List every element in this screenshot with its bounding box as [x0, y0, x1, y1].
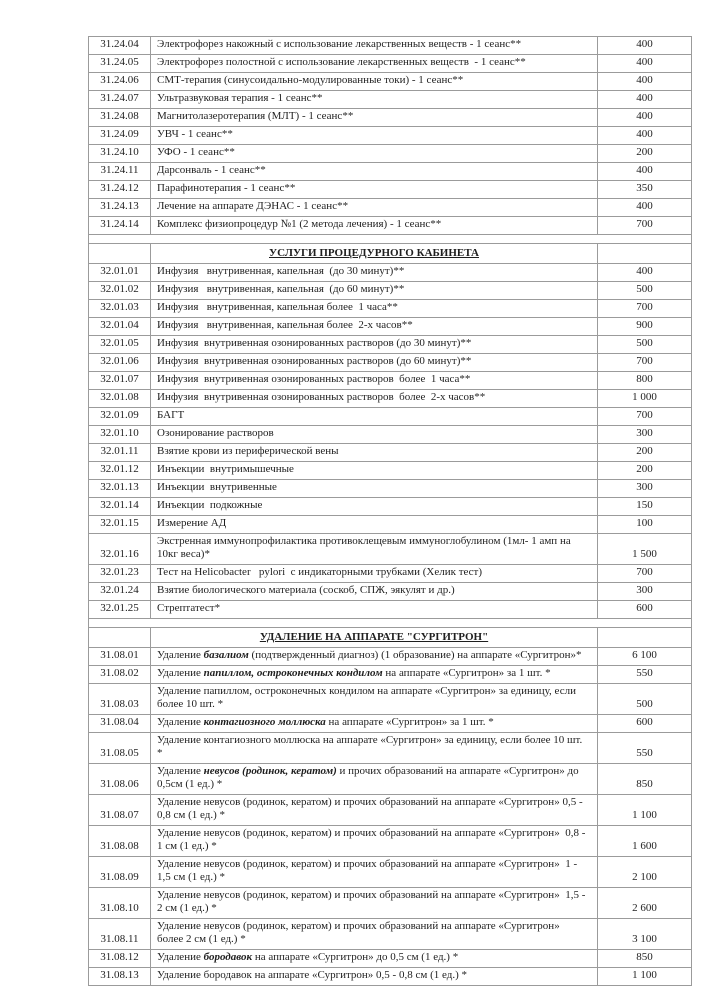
table-row	[89, 968, 692, 986]
description-text: Дарсонваль - 1 сеанс**	[157, 164, 266, 176]
service-description	[151, 968, 598, 986]
table-row	[89, 648, 692, 666]
description-text: Инфузия внутривенная озонированных растворов (до 60 минут)**	[157, 355, 472, 367]
service-description	[151, 109, 598, 127]
service-description	[151, 336, 598, 354]
service-price: 300	[598, 583, 692, 601]
table-row	[89, 565, 692, 583]
service-description	[151, 648, 598, 666]
table-row	[89, 795, 692, 826]
service-code: 31.08.12	[89, 950, 151, 968]
description-text: Удаление невусов (родинок, кератом) и прочих образований на аппарате «Сургитрон» более 2 см (1 ед.) *	[157, 920, 566, 945]
service-code: 32.01.24	[89, 583, 151, 601]
service-description	[151, 199, 598, 217]
service-code: 31.08.02	[89, 666, 151, 684]
table-row	[89, 145, 692, 163]
service-description	[151, 444, 598, 462]
service-price: 3 100	[598, 919, 692, 950]
table-row	[89, 55, 692, 73]
service-code: 31.08.07	[89, 795, 151, 826]
service-description	[151, 601, 598, 619]
service-description	[151, 163, 598, 181]
service-code: 32.01.01	[89, 264, 151, 282]
description-text: Взятие биологического материала (соскоб, СПЖ, эякулят и др.)	[157, 584, 455, 596]
table-row	[89, 264, 692, 282]
service-code: 32.01.11	[89, 444, 151, 462]
description-text: Инфузия внутривенная озонированных растворов более 2-х часов**	[157, 391, 486, 403]
description-text: Удаление	[157, 649, 204, 661]
service-price: 700	[598, 217, 692, 235]
service-description	[151, 888, 598, 919]
price-table	[88, 36, 692, 986]
section-gap-row	[89, 619, 692, 628]
table-row	[89, 715, 692, 733]
description-text: Удаление невусов (родинок, кератом) и прочих образований на аппарате «Сургитрон» 0,5 - 0,8 см (1 ед.) *	[157, 796, 586, 821]
service-code: 31.24.07	[89, 91, 151, 109]
service-price: 800	[598, 372, 692, 390]
description-text: Удаление	[157, 667, 204, 679]
service-description	[151, 408, 598, 426]
service-code: 32.01.07	[89, 372, 151, 390]
table-row	[89, 426, 692, 444]
service-price: 2 100	[598, 857, 692, 888]
service-price: 350	[598, 181, 692, 199]
service-code: 32.01.02	[89, 282, 151, 300]
service-code: 31.24.05	[89, 55, 151, 73]
service-code: 32.01.16	[89, 534, 151, 565]
service-price: 150	[598, 498, 692, 516]
table-row	[89, 127, 692, 145]
table-row	[89, 408, 692, 426]
service-code: 32.01.09	[89, 408, 151, 426]
service-code: 32.01.13	[89, 480, 151, 498]
service-description	[151, 666, 598, 684]
service-code: 32.01.06	[89, 354, 151, 372]
service-description	[151, 91, 598, 109]
description-text: Комплекс физиопроцедур №1 (2 метода лечения) - 1 сеанс**	[157, 218, 442, 230]
emphasized-text: базалиом	[203, 649, 249, 661]
description-text: Озонирование растворов	[157, 427, 274, 439]
description-text: СМТ-терапия (синусоидально-модулированные токи) - 1 сеанс**	[157, 74, 464, 86]
service-code: 32.01.25	[89, 601, 151, 619]
service-price: 200	[598, 462, 692, 480]
service-code: 32.01.12	[89, 462, 151, 480]
description-text: Инъекции внутримышечные	[157, 463, 294, 475]
table-row	[89, 217, 692, 235]
service-price: 200	[598, 145, 692, 163]
table-row	[89, 857, 692, 888]
emphasized-text: бородавок	[203, 951, 253, 963]
description-text: Удаление контагиозного моллюска на аппарате «Сургитрон» за единицу, если более 10 шт. *	[157, 734, 585, 759]
description-text: Стрептатест*	[157, 602, 221, 614]
table-row	[89, 462, 692, 480]
service-code: 32.01.05	[89, 336, 151, 354]
description-text: УВЧ - 1 сеанс**	[157, 128, 233, 140]
service-description	[151, 127, 598, 145]
service-price: 200	[598, 444, 692, 462]
service-code: 31.24.08	[89, 109, 151, 127]
description-text: Электрофорез накожный с использование лекарственных веществ - 1 сеанс**	[157, 38, 522, 50]
table-row	[89, 764, 692, 795]
service-price: 1 100	[598, 795, 692, 826]
service-description	[151, 534, 598, 565]
service-code: 31.08.13	[89, 968, 151, 986]
service-code: 31.24.11	[89, 163, 151, 181]
description-text: на аппарате «Сургитрон» до 0,5 см (1 ед.) *	[252, 951, 459, 963]
description-text: Взятие крови из периферической вены	[157, 445, 339, 457]
section-header-row	[89, 628, 692, 648]
table-row	[89, 109, 692, 127]
service-price: 400	[598, 73, 692, 91]
table-row	[89, 390, 692, 408]
service-code: 31.24.12	[89, 181, 151, 199]
table-row	[89, 888, 692, 919]
description-text: Экстренная иммунопрофилактика противоклещевым иммуноглобулином (1мл- 1 амп на 10кг веса)*	[157, 535, 574, 560]
table-row	[89, 733, 692, 764]
service-code: 31.24.14	[89, 217, 151, 235]
service-description	[151, 37, 598, 55]
description-text: Инфузия внутривенная озонированных растворов (до 30 минут)**	[157, 337, 472, 349]
service-description	[151, 372, 598, 390]
service-code: 31.08.11	[89, 919, 151, 950]
service-price: 700	[598, 354, 692, 372]
service-price: 500	[598, 336, 692, 354]
service-price: 400	[598, 199, 692, 217]
service-description	[151, 715, 598, 733]
table-row	[89, 282, 692, 300]
service-price: 900	[598, 318, 692, 336]
service-price: 400	[598, 163, 692, 181]
table-row	[89, 199, 692, 217]
service-price: 400	[598, 91, 692, 109]
service-price: 400	[598, 127, 692, 145]
service-price: 550	[598, 666, 692, 684]
service-price: 300	[598, 426, 692, 444]
description-text: Парафинотерапия - 1 сеанс**	[157, 182, 296, 194]
service-price: 100	[598, 516, 692, 534]
table-row	[89, 826, 692, 857]
service-description	[151, 145, 598, 163]
service-description	[151, 181, 598, 199]
service-code: 31.24.04	[89, 37, 151, 55]
service-price: 850	[598, 764, 692, 795]
table-row	[89, 601, 692, 619]
section-header-empty-price-cell	[598, 628, 692, 648]
table-row	[89, 354, 692, 372]
description-text: Удаление	[157, 951, 204, 963]
emphasized-text: контагиозного моллюска	[203, 716, 326, 728]
emphasized-text: невусов (родинок, кератом)	[203, 765, 337, 777]
service-description	[151, 426, 598, 444]
service-description	[151, 73, 598, 91]
section-header-empty-code-cell	[89, 628, 151, 648]
description-text: Удаление бородавок на аппарате «Сургитрон» 0,5 - 0,8 см (1 ед.) *	[157, 969, 467, 981]
table-row	[89, 444, 692, 462]
description-text: Измерение АД	[157, 517, 227, 529]
service-price: 700	[598, 300, 692, 318]
table-row	[89, 516, 692, 534]
service-code: 32.01.03	[89, 300, 151, 318]
service-description	[151, 282, 598, 300]
section-header-title: УДАЛЕНИЕ НА АППАРАТЕ "СУРГИТРОН"	[259, 631, 489, 643]
service-description	[151, 498, 598, 516]
description-text: Инфузия внутривенная, капельная более 1 часа**	[157, 301, 398, 313]
service-price: 1 600	[598, 826, 692, 857]
section-header-title: УСЛУГИ ПРОЦЕДУРНОГО КАБИНЕТА	[269, 247, 479, 259]
service-price: 850	[598, 950, 692, 968]
section-header-empty-code-cell	[89, 244, 151, 264]
description-text: Удаление	[157, 716, 204, 728]
service-price: 600	[598, 715, 692, 733]
emphasized-text: папиллом, остроконечных кондилом	[203, 667, 383, 679]
table-row	[89, 37, 692, 55]
service-code: 32.01.08	[89, 390, 151, 408]
service-code: 31.08.08	[89, 826, 151, 857]
section-header-cell	[151, 628, 598, 648]
service-price: 400	[598, 55, 692, 73]
table-row	[89, 583, 692, 601]
service-price: 1 500	[598, 534, 692, 565]
service-description	[151, 217, 598, 235]
service-price: 700	[598, 408, 692, 426]
service-price: 2 600	[598, 888, 692, 919]
service-description	[151, 826, 598, 857]
table-row	[89, 480, 692, 498]
service-code: 31.24.10	[89, 145, 151, 163]
service-description	[151, 318, 598, 336]
service-description	[151, 300, 598, 318]
service-code: 31.08.09	[89, 857, 151, 888]
table-row	[89, 73, 692, 91]
service-price: 6 100	[598, 648, 692, 666]
section-gap-cell	[89, 235, 692, 244]
table-row	[89, 684, 692, 715]
description-text: УФО - 1 сеанс**	[157, 146, 235, 158]
service-description	[151, 565, 598, 583]
description-text: (подтвержденный диагноз) (1 образование) на аппарате «Сургитрон»*	[248, 649, 582, 661]
description-text: Инфузия внутривенная, капельная (до 60 минут)**	[157, 283, 405, 295]
table-row	[89, 300, 692, 318]
service-description	[151, 462, 598, 480]
description-text: Удаление	[157, 765, 204, 777]
description-text: на аппарате «Сургитрон» за 1 шт. *	[325, 716, 494, 728]
description-text: Удаление невусов (родинок, кератом) и прочих образований на аппарате «Сургитрон» 1,5 - 2 см (1 ед.) *	[157, 889, 589, 914]
service-code: 31.08.04	[89, 715, 151, 733]
description-text: БАГТ	[157, 409, 185, 421]
service-price: 600	[598, 601, 692, 619]
table-row	[89, 534, 692, 565]
description-text: Ультразвуковая терапия - 1 сеанс**	[157, 92, 323, 104]
service-description	[151, 733, 598, 764]
description-text: Инъекции внутривенные	[157, 481, 277, 493]
price-table-body	[89, 37, 692, 986]
service-price: 1 000	[598, 390, 692, 408]
service-price: 400	[598, 264, 692, 282]
description-text: Магнитолазеротерапия (МЛТ) - 1 сеанс**	[157, 110, 354, 122]
service-code: 31.08.06	[89, 764, 151, 795]
service-description	[151, 684, 598, 715]
table-row	[89, 950, 692, 968]
service-code: 31.08.01	[89, 648, 151, 666]
service-code: 31.08.05	[89, 733, 151, 764]
section-gap-cell	[89, 619, 692, 628]
description-text: Удаление невусов (родинок, кератом) и прочих образований на аппарате «Сургитрон» 1 - 1,5 см (1 ед.) *	[157, 858, 580, 883]
service-code: 31.08.03	[89, 684, 151, 715]
service-description	[151, 919, 598, 950]
service-code: 32.01.04	[89, 318, 151, 336]
service-price: 500	[598, 684, 692, 715]
service-description	[151, 264, 598, 282]
service-code: 32.01.15	[89, 516, 151, 534]
table-row	[89, 372, 692, 390]
service-description	[151, 795, 598, 826]
section-header-empty-price-cell	[598, 244, 692, 264]
service-description	[151, 390, 598, 408]
service-code: 31.08.10	[89, 888, 151, 919]
service-description	[151, 516, 598, 534]
service-description	[151, 354, 598, 372]
service-code: 31.24.13	[89, 199, 151, 217]
table-row	[89, 498, 692, 516]
service-code: 32.01.23	[89, 565, 151, 583]
description-text: Инъекции подкожные	[157, 499, 263, 511]
table-row	[89, 163, 692, 181]
service-price: 300	[598, 480, 692, 498]
table-row	[89, 919, 692, 950]
service-price: 400	[598, 37, 692, 55]
service-price: 500	[598, 282, 692, 300]
table-row	[89, 666, 692, 684]
section-gap-row	[89, 235, 692, 244]
service-description	[151, 950, 598, 968]
service-code: 32.01.14	[89, 498, 151, 516]
service-price: 550	[598, 733, 692, 764]
section-header-cell	[151, 244, 598, 264]
table-row	[89, 336, 692, 354]
description-text: на аппарате «Сургитрон» за 1 шт. *	[382, 667, 551, 679]
description-text: Лечение на аппарате ДЭНАС - 1 сеанс**	[157, 200, 349, 212]
service-price: 400	[598, 109, 692, 127]
service-price: 1 100	[598, 968, 692, 986]
description-text: Инфузия внутривенная, капельная (до 30 минут)**	[157, 265, 405, 277]
table-row	[89, 318, 692, 336]
service-code: 32.01.10	[89, 426, 151, 444]
table-row	[89, 181, 692, 199]
description-text: Удаление папиллом, остроконечных кондилом на аппарате «Сургитрон» за единицу, если более 10 шт. *	[157, 685, 579, 710]
service-description	[151, 764, 598, 795]
service-code: 31.24.09	[89, 127, 151, 145]
description-text: Электрофорез полостной с использование лекарственных веществ - 1 сеанс**	[157, 56, 526, 68]
service-description	[151, 55, 598, 73]
service-price: 700	[598, 565, 692, 583]
description-text: Удаление невусов (родинок, кератом) и прочих образований на аппарате «Сургитрон» 0,8 - 1 см (1 ед.) *	[157, 827, 589, 852]
service-description	[151, 583, 598, 601]
service-description	[151, 480, 598, 498]
section-header-row	[89, 244, 692, 264]
description-text: Тест на Helicobacter pylori с индикаторными трубками (Хелик тест)	[157, 566, 483, 578]
service-code: 31.24.06	[89, 73, 151, 91]
service-description	[151, 857, 598, 888]
description-text: Инфузия внутривенная озонированных растворов более 1 часа**	[157, 373, 471, 385]
description-text: и прочих образований на аппарате «Сургитрон» до 0,5см (1 ед.) *	[157, 765, 582, 790]
description-text: Инфузия внутривенная, капельная более 2-х часов**	[157, 319, 413, 331]
table-row	[89, 91, 692, 109]
